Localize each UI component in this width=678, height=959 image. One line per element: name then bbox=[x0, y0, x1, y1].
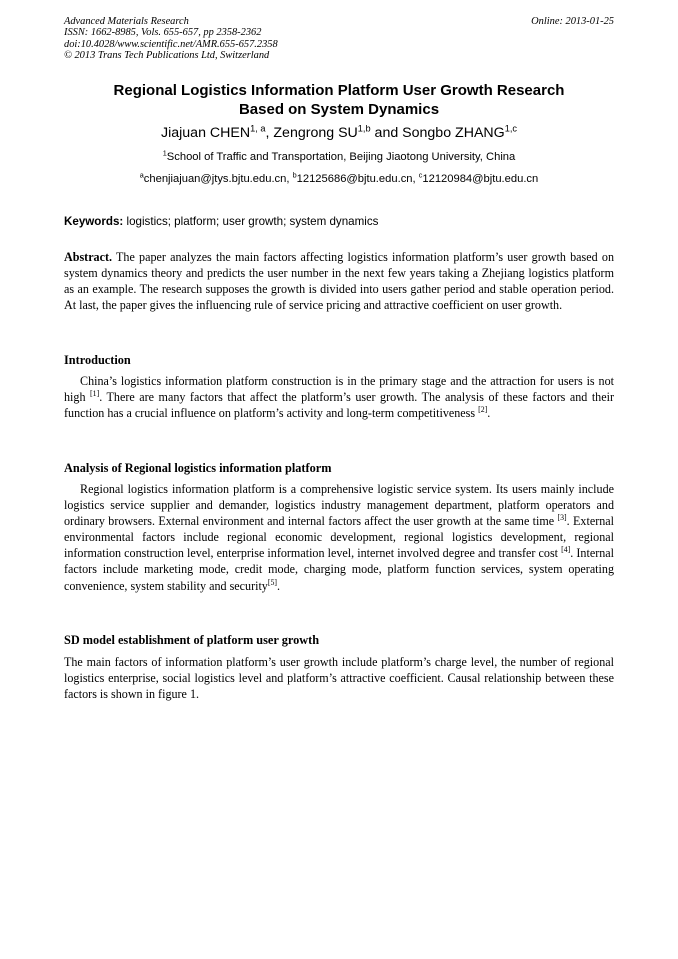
analysis-text-4: . bbox=[277, 578, 281, 593]
intro-text-3: . bbox=[487, 406, 491, 421]
title-line-1: Regional Logistics Information Platform User Growth Research bbox=[113, 82, 565, 99]
author-3-sup: 1,c bbox=[504, 123, 517, 134]
keywords-text: logistics; platform; user growth; system dynamics bbox=[123, 215, 379, 228]
abstract-label: Abstract. bbox=[64, 250, 113, 264]
author-3-name: Songbo ZHANG bbox=[402, 125, 505, 141]
email-c[interactable]: 12120984@bjtu.edu.cn bbox=[422, 173, 539, 185]
introduction-heading: Introduction bbox=[64, 353, 131, 367]
sd-model-paragraph: The main factors of information platform’s user growth include platform’s charge level, the number of regional logistics enterprise, social logistics level and platform’s attractive coefficient. Causal relationship between these factors is shown in figure 1. bbox=[64, 655, 614, 702]
analysis-text-2: . External environmental factors include regional economic development, regional logistics development, regional information construction level, enterprise information level, internet involved degree and transfer cost bbox=[64, 514, 615, 561]
abstract bbox=[64, 249, 614, 313]
citation-1: [1] bbox=[90, 389, 100, 399]
citation-4: [4] bbox=[561, 545, 571, 555]
email-a[interactable]: chenjiajuan@jtys.bjtu.edu.cn, bbox=[143, 173, 293, 185]
intro-text-1: China’s logistics information platform construction is in the primary stage and the attraction for users is not high bbox=[64, 374, 614, 405]
affiliation-sup: 1 bbox=[162, 148, 167, 158]
copyright-line: © 2013 Trans Tech Publications Ltd, Switzerland bbox=[64, 50, 270, 62]
introduction-paragraph bbox=[64, 373, 614, 421]
author-2-sup: 1,b bbox=[357, 123, 371, 134]
paper-title bbox=[64, 81, 614, 119]
affiliation-text: School of Traffic and Transportation, Beijing Jiaotong University, China bbox=[166, 151, 516, 163]
author-1-sup: 1, a bbox=[250, 123, 266, 134]
author-2-name: Zengrong SU bbox=[273, 125, 358, 141]
journal-name: Advanced Materials Research bbox=[64, 16, 189, 27]
author-1-name: Jiajuan CHEN bbox=[161, 125, 251, 141]
citation-3: [3] bbox=[557, 513, 567, 523]
email-c-sup: c bbox=[418, 170, 423, 180]
sd-model-heading: SD model establishment of platform user growth bbox=[64, 633, 320, 647]
citation-2: [2] bbox=[478, 405, 488, 415]
email-b[interactable]: 12125686@bjtu.edu.cn, bbox=[296, 173, 419, 185]
analysis-text-1: Regional logistics information platform is a comprehensive logistic service system. Its users mainly include logistics service supplier and demander, logistics industry management department, platform operators and ordinary browsers. External environment and internal factors affect the user growth at the same time bbox=[64, 482, 614, 529]
doi-line[interactable]: doi:10.4028/www.scientific.net/AMR.655-657.2358 bbox=[64, 38, 278, 50]
author-list bbox=[64, 124, 614, 142]
email-a-sup: a bbox=[139, 170, 144, 180]
author-separator-1: , bbox=[265, 125, 274, 141]
keywords-label: Keywords: bbox=[64, 215, 124, 228]
journal-header bbox=[64, 16, 278, 62]
online-date: Online: 2013-01-25 bbox=[531, 16, 614, 27]
email-b-sup: b bbox=[292, 170, 297, 180]
citation-5: [5] bbox=[267, 577, 278, 587]
title-line-2: Based on System Dynamics bbox=[238, 101, 440, 118]
author-emails bbox=[64, 172, 614, 186]
analysis-heading: Analysis of Regional logistics information platform bbox=[64, 461, 332, 475]
issn-line: ISSN: 1662-8985, Vols. 655-657, pp 2358-2362 bbox=[64, 27, 262, 39]
abstract-text: The paper analyzes the main factors affecting logistics information platform’s user growth based on system dynamics theory and predicts the user number in the next few years taking a Zhejiang logistics platform as an example. The research supposes the growth is divided into users gather period and stable operation period. At last, the paper gives the influencing rule of service pricing and attractive coefficient on user growth. bbox=[64, 250, 614, 313]
analysis-paragraph bbox=[64, 481, 614, 594]
intro-text-2: . There are many factors that affect the platform’s user growth. The analysis of these factors and their function has a crucial influence on platform’s activity and long-term competitiveness bbox=[64, 390, 614, 421]
author-separator-2: and bbox=[370, 125, 403, 141]
analysis-text-3: . Internal factors include marketing mode, credit mode, charging mode, platform function services, system operating convenience, system stability and security bbox=[64, 546, 614, 593]
keywords bbox=[64, 214, 614, 229]
affiliation bbox=[64, 150, 614, 164]
